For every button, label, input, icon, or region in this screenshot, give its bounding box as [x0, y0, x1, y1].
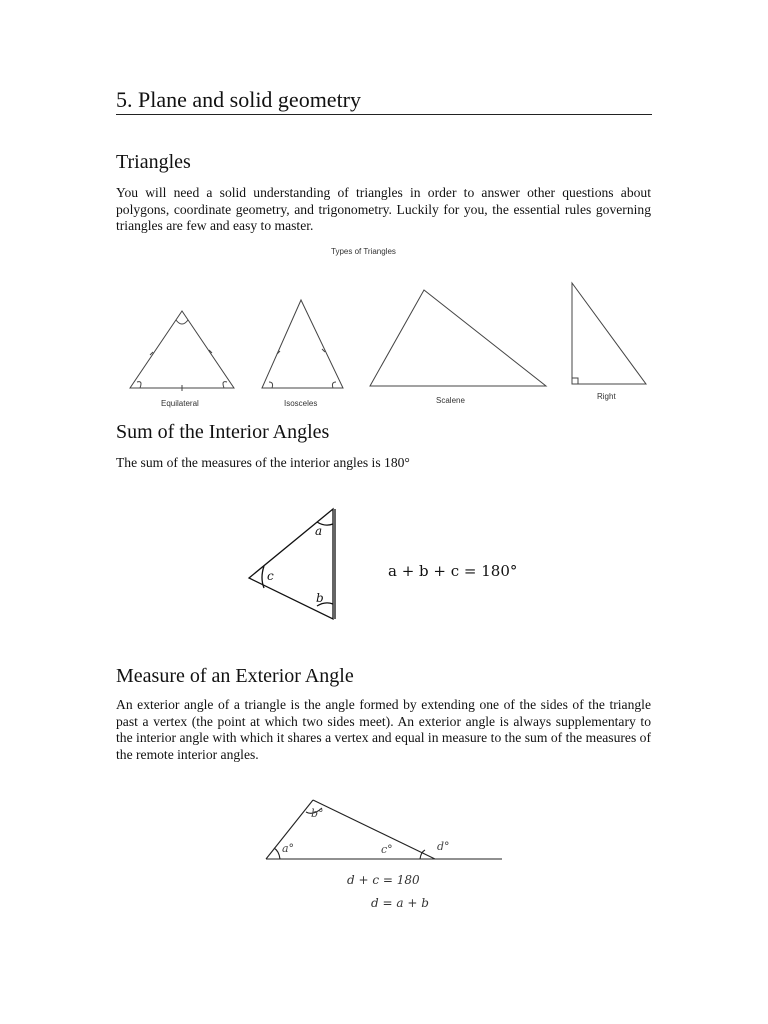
label-equilateral: Equilateral	[161, 399, 199, 408]
label-isosceles: Isosceles	[284, 399, 318, 408]
angle-label-a: a	[315, 524, 323, 538]
exterior-equation-1: d + c = 180	[347, 873, 420, 887]
paragraph-exterior: An exterior angle of a triangle is the angle formed by extending one of the sides of the triangle past a vertex (the point at which two sides meet). An exterior angle is always supplementary to the interior angle with which it shares a vertex and equal in measure to the sum of the measures of the remote interior angles.	[116, 697, 651, 762]
label-right: Right	[597, 392, 616, 401]
section-title-exterior: Measure of an Exterior Angle	[116, 665, 354, 687]
exterior-equation-2: d = a + b	[371, 896, 429, 910]
label-scalene: Scalene	[436, 396, 465, 405]
paragraph-triangles: You will need a solid understanding of triangles in order to answer other questions about polygons, coordinate geometry, and trigonometry. Luckily for you, the essential rules governing triangles are few and easy to master.	[116, 185, 651, 233]
angle-label-b: b	[316, 591, 324, 605]
page-title: 5. Plane and solid geometry	[116, 86, 652, 115]
ext-angle-label-d: d°	[437, 840, 450, 853]
ext-angle-label-b: b°	[311, 807, 324, 820]
angle-label-c: c	[267, 569, 274, 583]
section-title-triangles: Triangles	[116, 151, 191, 173]
figure-caption-types: Types of Triangles	[331, 247, 396, 256]
paragraph-interior: The sum of the measures of the interior angles is 180°	[116, 455, 410, 470]
ext-angle-label-a: a°	[282, 842, 295, 855]
ext-angle-label-c: c°	[381, 843, 393, 856]
interior-equation: a + b + c = 180°	[388, 562, 518, 580]
section-title-interior: Sum of the Interior Angles	[116, 421, 330, 443]
